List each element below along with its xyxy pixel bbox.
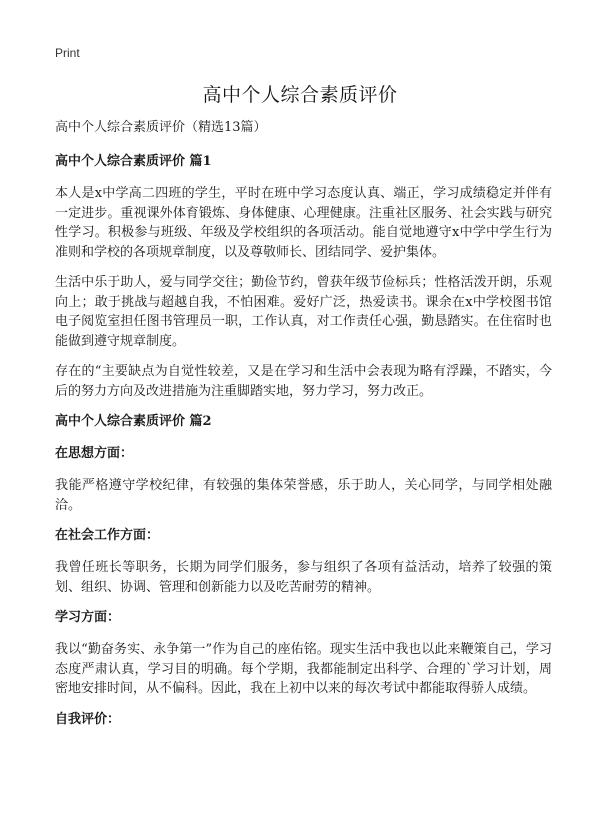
print-link[interactable]: Print <box>55 46 80 60</box>
paragraph: 本人是x中学高二四班的学生，平时在班中学习态度认真、端正，学习成绩稳定并伴有一定进步。重视课外体育锻炼、身体健康、心理健康。注重社区服务、社会实践与研究性学习。积极参与班级、年级及学校组织的各项活动。能自觉地遵守x中学中学生行为准则和学校的各项规章制度，以及尊敬师长、团结同学、爱护集体。 <box>55 186 552 260</box>
document-subtitle: 高中个人综合素质评价（精选13篇） <box>55 120 267 135</box>
section-heading-2: 高中个人综合素质评价 篇2 <box>55 414 212 429</box>
paragraph: 生活中乐于助人，爱与同学交往；勤俭节约，曾获年级节俭标兵；性格活泼开朗，乐观向上；敢于挑战与超越自我，不怕困难。爱好广泛，热爱读书。课余在x中学校图书馆电子阅览室担任图书管理员一职，工作认真，对工作责任心强，勤恳踏实。在住宿时也能做到遵守规章制度。 <box>55 275 552 349</box>
paragraph: 我以“勤奋务实、永争第一”作为自己的座佑铭。现实生活中我也以此来鞭策自己，学习态度严肃认真，学习目的明确。每个学期，我都能制定出科学、合理的`学习计划，周密地安排时间，从不偏科。因此，我在上初中以来的每次考试中都能取得骄人成绩。 <box>55 642 552 696</box>
section-heading-1: 高中个人综合素质评价 篇1 <box>55 154 212 169</box>
subsection-heading-thought: 在思想方面： <box>55 446 134 461</box>
subsection-heading-social-work: 在社会工作方面： <box>55 528 160 543</box>
document-title: 高中个人综合素质评价 <box>202 84 398 106</box>
paragraph: 存在的“主要缺点为自觉性较差，又是在学习和生活中会表现为略有浮躁，不踏实，今后的努力方向及改进措施为注重脚踏实地，努力学习，努力改正。 <box>55 364 552 399</box>
subsection-heading-study: 学习方面： <box>55 610 121 625</box>
document-content <box>55 118 552 742</box>
paragraph: 我曾任班长等职务，长期为同学们服务，参与组织了各项有益活动，培养了较强的策划、组织、协调、管理和创新能力以及吃苦耐劳的精神。 <box>55 560 552 595</box>
subsection-heading-self-evaluation: 自我评价： <box>55 711 121 727</box>
paragraph: 我能严格遵守学校纪律，有较强的集体荣誉感，乐于助人，关心同学，与同学相处融洽。 <box>55 478 552 513</box>
